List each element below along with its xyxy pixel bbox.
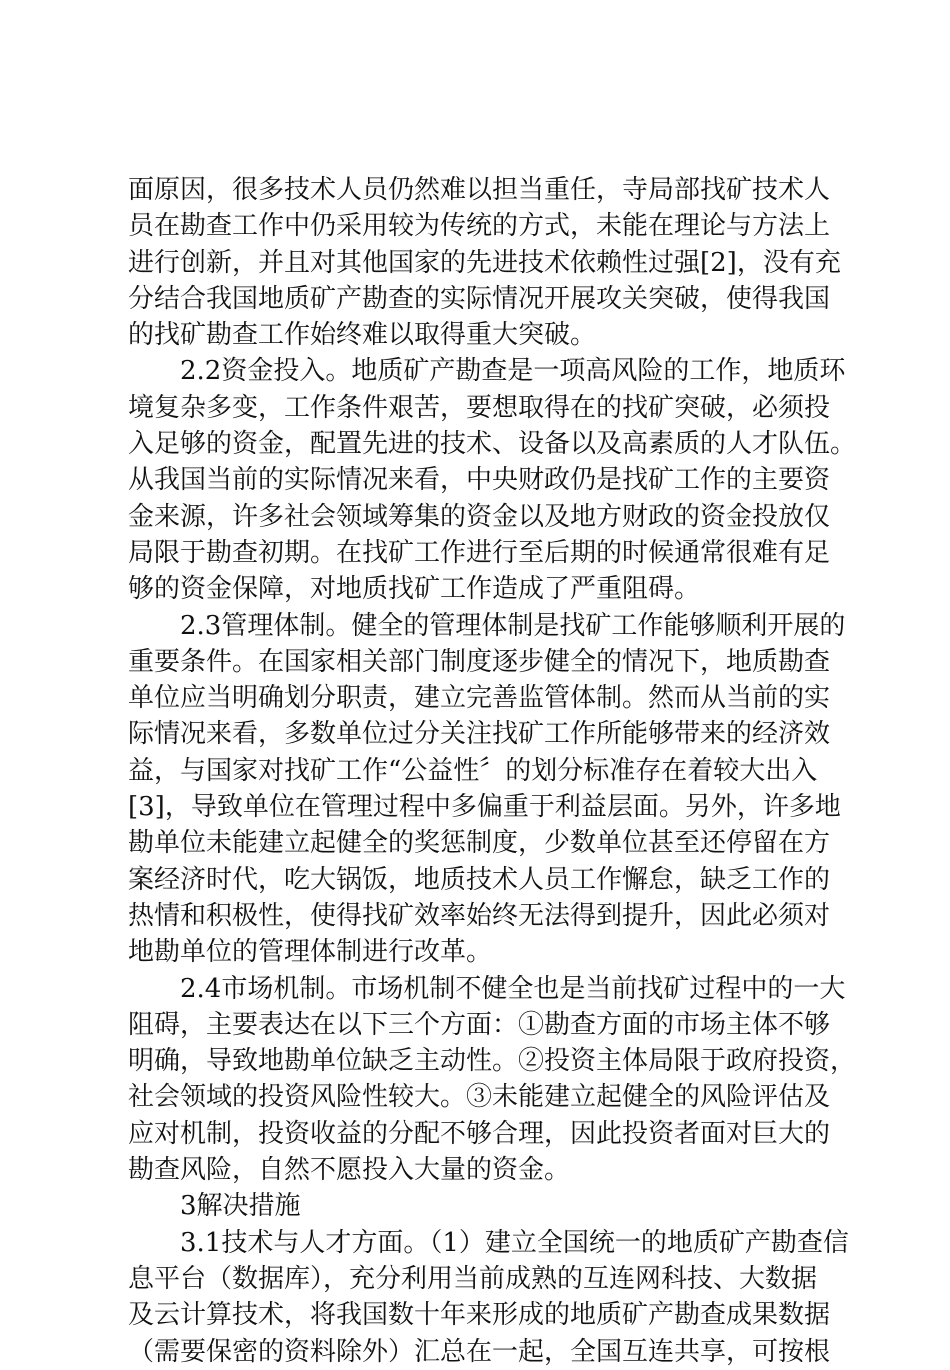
- text-line: [3]，导致单位在管理过程中多偏重于利益层面。另外，许多地: [128, 792, 841, 823]
- text-line: 勘查风险，自然不愿投入大量的资金。: [128, 1155, 571, 1186]
- text-line: 够的资金保障，对地质找矿工作造成了严重阻碍。: [128, 574, 701, 605]
- text-line: 员在勘查工作中仍采用较为传统的方式，未能在理论与方法上: [128, 211, 831, 242]
- text-line: 热情和积极性，使得找矿效率始终无法得到提升，因此必须对: [128, 900, 831, 931]
- text-line: 重要条件。在国家相关部门制度逐步健全的情况下，地质勘查: [128, 646, 831, 677]
- body-text: [128, 172, 857, 1370]
- text-line: 进行创新，并且对其他国家的先进技术依赖性过强[2]，没有充: [128, 247, 841, 278]
- text-line: 局限于勘查初期。在找矿工作进行至后期的时候通常很难有足: [128, 537, 831, 568]
- section-heading-2-2: 2.2资金投入。地质矿产勘查是一项高风险的工作，地质环: [180, 356, 846, 387]
- text-line: 金来源，许多社会领域筹集的资金以及地方财政的资金投放仅: [128, 501, 831, 532]
- section-heading-3: 3解决措施: [180, 1191, 301, 1222]
- text-line: 入足够的资金，配置先进的技术、设备以及高素质的人才队伍。: [128, 429, 857, 460]
- text-line: 面原因，很多技术人员仍然难以担当重任，寺局部找矿技术人: [128, 175, 831, 205]
- section-heading-3-1: 3.1技术与人才方面。（1）建立全国统一的地质矿产勘查信: [180, 1227, 849, 1258]
- section-heading-2-4: 2.4市场机制。市场机制不健全也是当前找矿过程中的一大: [180, 973, 846, 1004]
- text-line: 及云计算技术，将我国数十年来形成的地质矿产勘查成果数据: [128, 1300, 831, 1331]
- section-heading-2-3: 2.3管理体制。健全的管理体制是找矿工作能够顺利开展的: [180, 610, 846, 641]
- text-line: 地勘单位的管理体制进行改革。: [128, 937, 493, 968]
- text-line: 从我国当前的实际情况来看，中央财政仍是找矿工作的主要资: [128, 465, 831, 496]
- text-line: 的找矿勘查工作始终难以取得重大突破。: [128, 320, 597, 351]
- text-line: 息平台（数据库），充分利用当前成熟的互连网科技、大数据: [128, 1263, 818, 1294]
- text-line: （需要保密的资料除外）汇总在一起，全国互连共享，可按根: [128, 1336, 831, 1367]
- text-line: 社会领域的投资风险性较大。③未能建立起健全的风险评估及: [128, 1082, 831, 1113]
- text-line: 境复杂多变，工作条件艰苦，要想取得在的找矿突破，必须投: [128, 392, 831, 423]
- text-line: 单位应当明确划分职责，建立完善监管体制。然而从当前的实: [128, 683, 831, 714]
- text-line: 案经济时代，吃大锅饭，地质技术人员工作懈怠，缺乏工作的: [128, 864, 831, 895]
- text-line: 分结合我国地质矿产勘查的实际情况开展攻关突破，使得我国: [128, 283, 831, 314]
- text-line: 阻碍，主要表达在以下三个方面：①勘查方面的市场主体不够: [128, 1009, 831, 1040]
- text-line: 应对机制，投资收益的分配不够合理，因此投资者面对巨大的: [128, 1118, 831, 1149]
- text-line: 明确，导致地勘单位缺乏主动性。②投资主体局限于政府投资，: [128, 1046, 857, 1077]
- text-line: 勘单位未能建立起健全的奖惩制度，少数单位甚至还停留在方: [128, 828, 831, 859]
- text-line: 益，与国家对找矿工作“公益性〞的划分标准存在着较大出入: [128, 755, 818, 786]
- text-line: 际情况来看，多数单位过分关注找矿工作所能够带来的经济效: [128, 719, 831, 750]
